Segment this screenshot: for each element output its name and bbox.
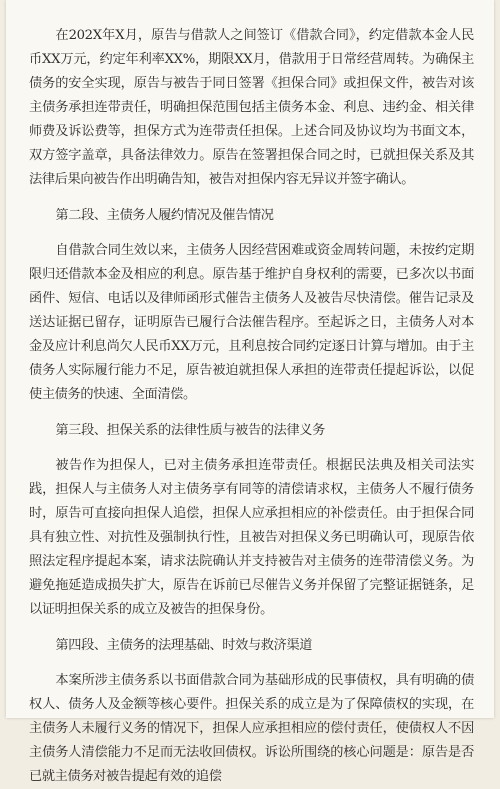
paragraph-3: 被告作为担保人，已对主债务承担连带责任。根据民法典及相关司法实践，担保人与主债务人对主债务享有同等的清偿请求权，主债务人不履行债务时，原告可直接向担保人追偿，担保人应承担相应的补偿责任。由于担保合同具有独立性、对抗性及强制执行性，且被告对担保义务已明确认可，现原告依照法定程序提起本案，请求法院确认并支持被告对主债务的连带清偿义务。为避免拖延造成损失扩大，原告在诉前已尽催告义务并保留了完整证据链条，足以证明担保关系的成立及被告的担保身份。 [29,458,474,617]
document-page [6,0,494,784]
document-body [29,24,474,789]
section-heading-4: 第四段、主债务的法理基础、时效与救济渠道 [55,638,313,653]
paragraph-2: 自借款合同生效以来，主债务人因经营困难或资金周转问题，未按约定期限归还借款本金及相应的利息。原告基于维护自身权利的需要，已多次以书面函件、短信、电话以及律师函形式催告主债务人及被告尽快清偿。催告记录及送达证据已留存，证明原告已履行合法催告程序。至起诉之日，主债务人对本金及应计利息尚欠人民币XX万元，且利息按合同约定逐日计算与增加。由于主债务人实际履行能力不足，原告被迫就担保人承担的连带责任提起诉讼，以促使主债务的快速、全面清偿。 [29,243,474,402]
section-heading-3: 第三段、担保关系的法律性质与被告的法律义务 [55,423,325,438]
paragraph-4: 本案所涉主债务系以书面借款合同为基础形成的民事债权，具有明确的债权人、债务人及金额等核心要件。担保关系的成立是为了保障债权的实现，在主债务人未履行义务的情况下，担保人应承担相应的偿付责任，使债权人不因主债务人清偿能力不足而无法收回债权。诉讼所围绕的核心问题是：原告是否已就主债务对被告提起有效的追偿 [29,673,474,784]
section-heading-2: 第二段、主债务人履约情况及催告情况 [55,208,274,223]
paragraph-1: 在202X年X月，原告与借款人之间签订《借款合同》，约定借款本金人民币XX万元，约定年利率XX%，期限XX月，借款用于日常经营周转。为确保主债务的安全实现，原告与被告于同日签署《担保合同》或担保文件，被告对该主债务承担连带责任，明确担保范围包括主债务本金、利息、违约金、相关律师费及诉讼费等，担保方式为连带责任担保。上述合同及协议均为书面文本，双方签字盖章，具备法律效力。原告在签署担保合同之时，已就担保关系及其法律后果向被告作出明确告知，被告对担保内容无异议并签字确认。 [29,28,474,187]
